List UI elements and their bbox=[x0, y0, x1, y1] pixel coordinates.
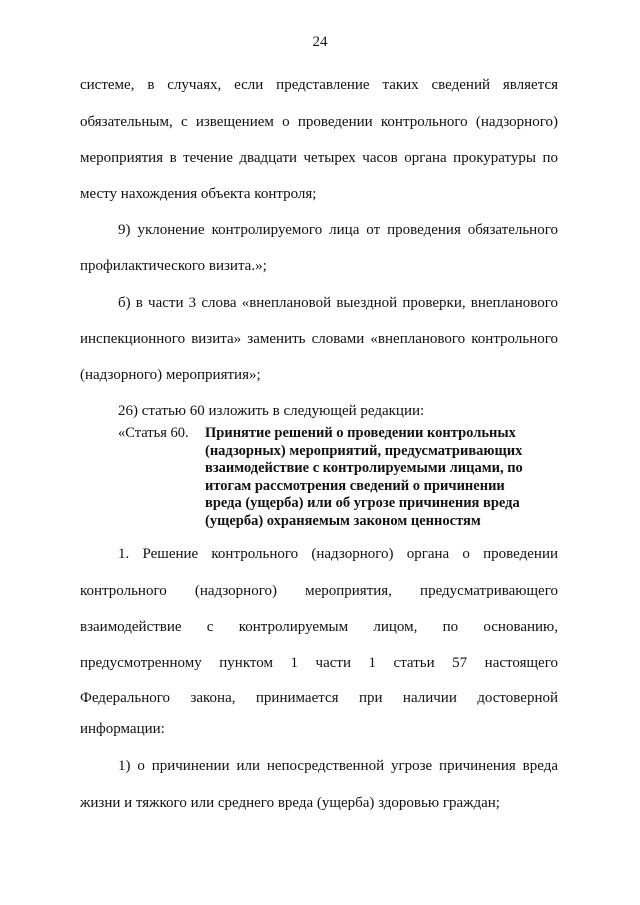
text-line: месту нахождения объекта контроля; bbox=[80, 186, 317, 202]
text-line: информации: bbox=[80, 721, 165, 737]
text-line: предусмотренному пунктом 1 части 1 статьи 57 настоящего bbox=[80, 655, 558, 671]
text-line: мероприятия в течение двадцати четырех часов органа прокуратуры по bbox=[80, 150, 558, 166]
text-line: взаимодействие с контролируемым лицом, по основанию, bbox=[80, 619, 558, 635]
text-line: инспекционного визита» заменить словами «внепланового контрольного bbox=[80, 331, 558, 347]
article-title bbox=[205, 425, 565, 530]
article-label: «Статья 60. bbox=[118, 425, 189, 441]
article-title-line: итогам рассмотрения сведений о причинении bbox=[205, 477, 505, 494]
article-title-line: (ущерба) охраняемым законом ценностям bbox=[205, 512, 481, 529]
text-line: б) в части 3 слова «внеплановой выездной проверки, внепланового bbox=[118, 295, 558, 311]
text-line: 26) статью 60 изложить в следующей редакции: bbox=[118, 403, 425, 419]
text-line: Федерального закона, принимается при наличии достоверной bbox=[80, 690, 558, 706]
article-title-line: (надзорных) мероприятий, предусматривающих bbox=[205, 442, 523, 459]
text-line: системе, в случаях, если представление таких сведений является bbox=[80, 77, 558, 93]
text-line: 9) уклонение контролируемого лица от проведения обязательного bbox=[118, 222, 558, 238]
text-line: (надзорного) мероприятия»; bbox=[80, 367, 261, 383]
text-line: 1. Решение контрольного (надзорного) органа о проведении bbox=[118, 546, 558, 562]
article-title-line: взаимодействие с контролируемыми лицами, по bbox=[205, 460, 523, 476]
article-title-line: вреда (ущерба) или об угрозе причинения вреда bbox=[205, 495, 520, 511]
text-line: обязательным, с извещением о проведении контрольного (надзорного) bbox=[80, 114, 558, 130]
page-number: 24 bbox=[312, 34, 328, 50]
article-title-line: Принятие решений о проведении контрольных bbox=[205, 425, 516, 441]
text-line: контрольного (надзорного) мероприятия, предусматривающего bbox=[80, 583, 558, 599]
text-line: 1) о причинении или непосредственной угрозе причинения вреда bbox=[118, 758, 558, 774]
text-line: профилактического визита.»; bbox=[80, 258, 267, 274]
text-line: жизни и тяжкого или среднего вреда (ущерба) здоровью граждан; bbox=[80, 795, 500, 811]
